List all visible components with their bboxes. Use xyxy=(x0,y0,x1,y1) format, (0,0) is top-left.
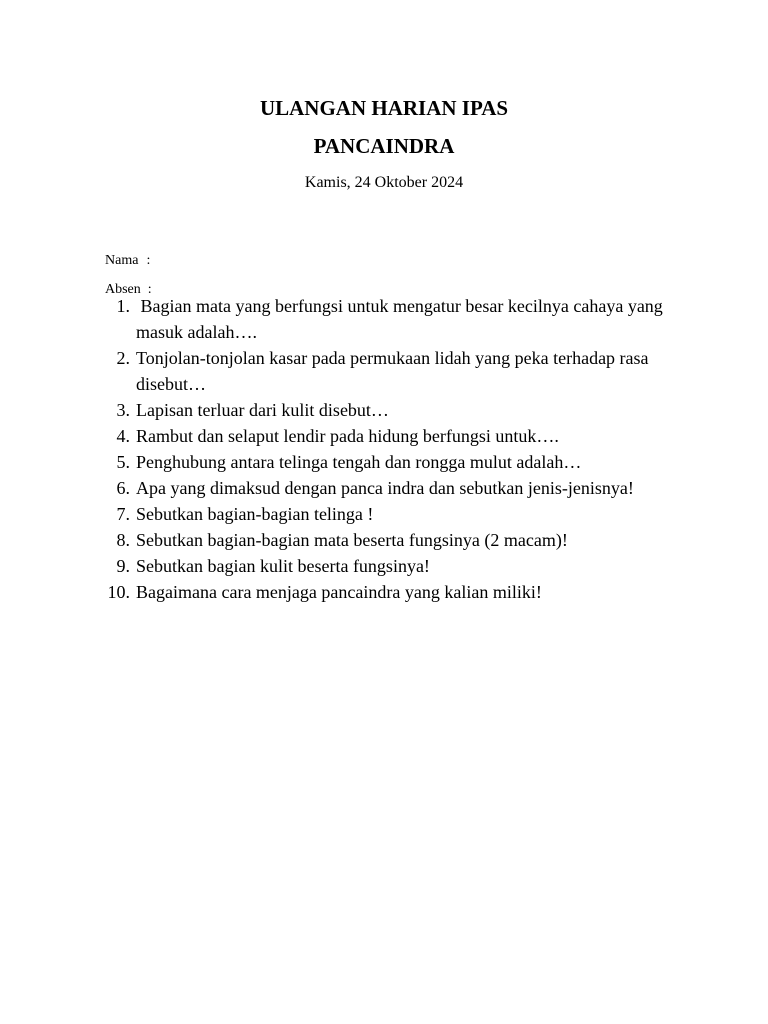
question-number: 3. xyxy=(116,400,130,420)
absen-colon: : xyxy=(147,282,152,297)
question-number: 9. xyxy=(116,556,130,576)
page-subtitle: PANCAINDRA xyxy=(313,134,455,158)
question-item xyxy=(0,475,768,501)
question-text: Rambut dan selaput lendir pada hidung berfungsi untuk…. xyxy=(136,426,559,446)
exam-date: Kamis, 24 Oktober 2024 xyxy=(304,174,464,191)
question-number: 1. xyxy=(116,296,130,316)
question-text: Apa yang dimaksud dengan panca indra dan sebutkan jenis-jenisnya! xyxy=(136,478,634,498)
question-text: Sebutkan bagian kulit beserta fungsinya! xyxy=(136,556,430,576)
question-text: Penghubung antara telinga tengah dan rongga mulut adalah… xyxy=(136,452,582,472)
question-number: 6. xyxy=(116,478,130,498)
question-item xyxy=(0,527,768,553)
nama-colon: : xyxy=(146,253,151,268)
question-text: Bagian mata yang berfungsi untuk mengatur besar kecilnya cahaya yang masuk adalah…. xyxy=(136,296,668,342)
question-text: Bagaimana cara menjaga pancaindra yang kalian miliki! xyxy=(136,582,542,602)
question-item xyxy=(0,423,768,449)
question-item xyxy=(0,501,768,527)
question-number: 7. xyxy=(116,504,130,524)
question-number: 4. xyxy=(116,426,130,446)
question-text: Lapisan terluar dari kulit disebut… xyxy=(136,400,389,420)
question-text: Sebutkan bagian-bagian telinga ! xyxy=(136,504,374,524)
question-item xyxy=(0,449,768,475)
nama-label: Nama xyxy=(105,253,139,268)
question-item xyxy=(0,579,768,605)
page-title: ULANGAN HARIAN IPAS xyxy=(259,96,509,120)
question-text: Sebutkan bagian-bagian mata beserta fungsinya (2 macam)! xyxy=(136,530,568,550)
question-item xyxy=(0,345,768,397)
question-number: 8. xyxy=(116,530,130,550)
question-item xyxy=(0,397,768,423)
question-number: 10. xyxy=(107,582,130,602)
question-text: Tonjolan-tonjolan kasar pada permukaan lidah yang peka terhadap rasa disebut… xyxy=(136,348,649,394)
absen-label: Absen xyxy=(105,282,141,297)
question-item xyxy=(0,293,768,345)
question-list xyxy=(0,293,768,605)
question-number: 5. xyxy=(116,452,130,472)
question-number: 2. xyxy=(116,348,130,368)
question-item xyxy=(0,553,768,579)
